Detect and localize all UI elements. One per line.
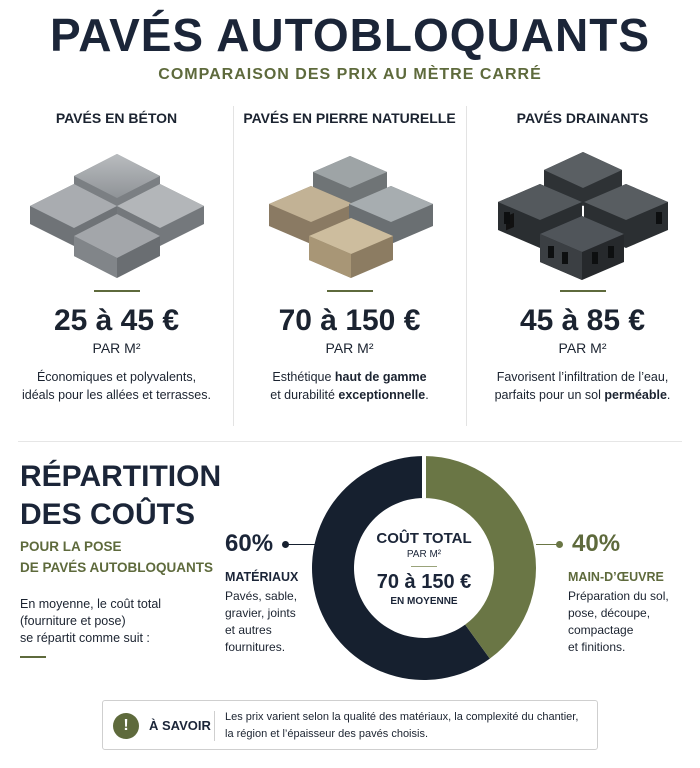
concrete-pavers-image <box>22 144 212 284</box>
price-range: 25 à 45 € <box>53 304 180 337</box>
center-average: EN MOYENNE <box>390 596 458 607</box>
notice-separator <box>214 711 215 741</box>
price-unit: PAR M² <box>325 340 374 356</box>
divider-rule <box>94 290 140 292</box>
type-card-natural-stone <box>233 104 466 434</box>
divider-rule <box>327 290 373 292</box>
type-heading: PAVÉS EN PIERRE NATURELLE <box>243 110 456 126</box>
center-rule <box>411 566 437 567</box>
labour-label: MAIN-D’ŒUVRE <box>568 570 664 584</box>
center-label: COÛT TOTAL <box>376 530 472 547</box>
section-divider <box>18 441 682 442</box>
repartition-title: RÉPARTITION DES COÛTS <box>20 460 222 531</box>
labour-leader-dot <box>556 541 563 548</box>
labour-description: Préparation du sol, pose, découpe, compactage et finitions. <box>568 589 669 654</box>
materials-label: MATÉRIAUX <box>225 570 299 584</box>
repartition-text: En moyenne, le coût total (fourniture et pose) se répartit comme suit : <box>20 597 162 645</box>
type-description: Économiques et polyvalents, idéals pour les allées et terrasses. <box>22 370 211 402</box>
price-range: 70 à 150 € <box>278 304 421 337</box>
type-heading: PAVÉS EN BÉTON <box>55 110 178 126</box>
divider-rule <box>560 290 606 292</box>
exclamation-circle-icon: ! <box>113 713 139 739</box>
type-description: Esthétique haut de gamme et durabilité exceptionnelle. <box>270 370 429 402</box>
notice-text: Les prix varient selon la qualité des matériaux, la complexité du chantier, la région et l’épaisseur des pavés choisis. <box>225 711 579 740</box>
materials-leader-dot <box>282 541 289 548</box>
notice-label: À SAVOIR <box>149 718 211 733</box>
type-card-drainage <box>466 104 699 434</box>
labour-percent: 40% <box>572 530 621 557</box>
repartition-subtitle: POUR LA POSE DE PAVÉS AUTOBLOQUANTS <box>20 539 214 575</box>
drainage-pavers-image <box>488 144 678 284</box>
type-heading: PAVÉS DRAINANTS <box>516 110 649 126</box>
donut-center <box>356 530 492 607</box>
materials-description: Pavés, sable, gravier, joints et autres fournitures. <box>225 589 298 654</box>
type-description: Favorisent l’infiltration de l’eau, parfaits pour un sol perméable. <box>494 370 671 402</box>
price-unit: PAR M² <box>558 340 607 356</box>
materials-percent: 60% <box>225 530 274 557</box>
center-unit: PAR M² <box>406 549 442 560</box>
center-value: 70 à 150 € <box>376 571 472 593</box>
price-unit: PAR M² <box>92 340 141 356</box>
page-subtitle: COMPARAISON DES PRIX AU MÈTRE CARRÉ <box>158 66 542 83</box>
natural-stone-pavers-image <box>255 144 445 284</box>
type-card-concrete <box>0 104 233 434</box>
repartition-rule <box>20 656 46 658</box>
price-range: 45 à 85 € <box>519 304 646 337</box>
page-title: PAVÉS AUTOBLOQUANTS <box>50 9 650 61</box>
notice-box <box>102 700 598 750</box>
